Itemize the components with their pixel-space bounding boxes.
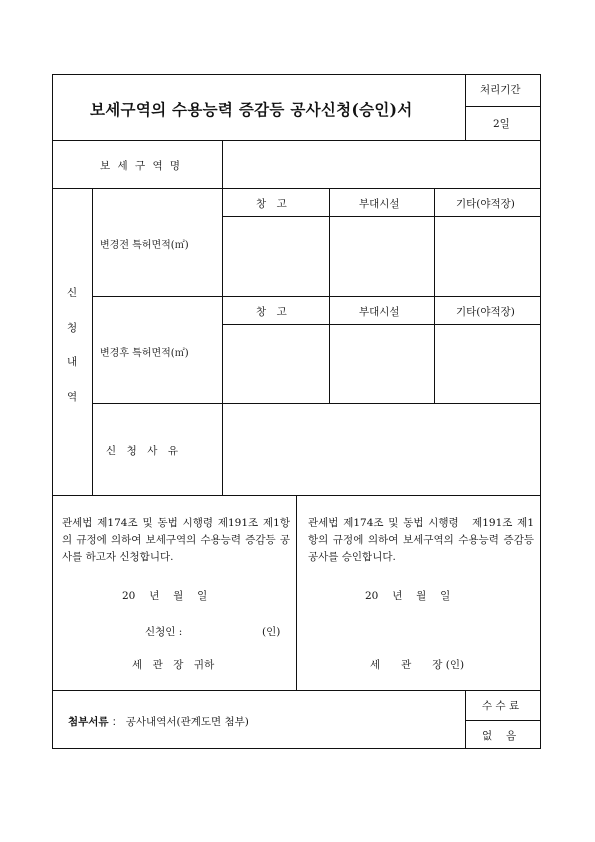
rule-fee-left bbox=[465, 690, 466, 749]
attachments-row bbox=[68, 714, 249, 729]
applicant-seal: (인) bbox=[262, 626, 281, 638]
approval-statement: 관세법 제174조 및 동법 시행령 제191조 제1항의 규정에 의하여 보세구역의 수용능력 증감등 공사를 승인합니다. bbox=[308, 517, 534, 563]
rule-title-right bbox=[465, 74, 466, 140]
before-area-label: 변경전 특허면적(㎡) bbox=[100, 240, 189, 251]
rule-fee-split bbox=[465, 720, 541, 721]
rule-label-column bbox=[222, 140, 223, 495]
col-warehouse-before: 창 고 bbox=[256, 198, 287, 210]
details-char-1: 신 bbox=[67, 287, 78, 299]
approval-signer: 세 관 장 (인) bbox=[370, 659, 465, 671]
col-warehouse-after: 창 고 bbox=[256, 306, 287, 318]
rule-signature-split bbox=[296, 495, 297, 690]
rule-title-bottom bbox=[52, 140, 541, 141]
attachments-value: ： 공사내역서(관계도면 첨부) bbox=[111, 716, 249, 728]
processing-period-value: 2일 bbox=[493, 118, 510, 130]
reason-label: 신 청 사 유 bbox=[106, 445, 179, 457]
attachments-label: 첨부서류 bbox=[68, 716, 109, 728]
after-facility-field[interactable] bbox=[331, 326, 432, 401]
rule-before-header bbox=[222, 216, 541, 217]
details-char-4: 역 bbox=[67, 391, 78, 403]
bonded-area-name-field[interactable] bbox=[226, 150, 536, 182]
rule-after-header bbox=[222, 324, 541, 325]
after-other-field[interactable] bbox=[436, 326, 539, 401]
col-facility-after: 부대시설 bbox=[359, 306, 400, 318]
reason-field[interactable] bbox=[224, 405, 539, 493]
processing-period-label: 처리기간 bbox=[480, 84, 521, 96]
col-other-before: 기타(야적장) bbox=[456, 198, 515, 210]
fee-value: 없 음 bbox=[482, 730, 517, 742]
before-other-field[interactable] bbox=[436, 218, 539, 294]
col-other-after: 기타(야적장) bbox=[456, 306, 515, 318]
rule-col-3 bbox=[434, 188, 435, 403]
approval-date: 20 년 월 일 bbox=[365, 590, 451, 602]
applicant-name-label: 신청인 : bbox=[145, 626, 183, 638]
before-warehouse-field[interactable] bbox=[224, 218, 327, 294]
after-area-label: 변경후 특허면적(㎡) bbox=[100, 348, 189, 359]
rule-signature-bottom bbox=[52, 690, 541, 691]
rule-after-bottom bbox=[92, 403, 541, 404]
details-char-3: 내 bbox=[67, 356, 78, 368]
fee-label: 수 수 료 bbox=[482, 700, 520, 712]
rule-col-2 bbox=[329, 188, 330, 403]
applicant-name-field[interactable] bbox=[190, 620, 258, 638]
rule-details-left bbox=[92, 188, 93, 495]
rule-bonded-bottom bbox=[52, 188, 541, 189]
applicant-date: 20 년 월 일 bbox=[122, 590, 208, 602]
applicant-statement: 관세법 제174조 및 동법 시행령 제191조 제1항의 규정에 의하여 보세구역의 수용능력 증감등 공사를 하고자 신청합니다. bbox=[62, 517, 290, 563]
form-title: 보세구역의 수용능력 증감등 공사신청(승인)서 bbox=[90, 100, 413, 119]
after-warehouse-field[interactable] bbox=[224, 326, 327, 401]
bonded-area-name-label: 보 세 구 역 명 bbox=[100, 160, 183, 172]
details-char-2: 청 bbox=[67, 322, 78, 334]
before-facility-field[interactable] bbox=[331, 218, 432, 294]
applicant-recipient: 세 관 장 귀하 bbox=[132, 659, 215, 671]
rule-before-bottom bbox=[92, 296, 541, 297]
rule-processing-split bbox=[465, 106, 541, 107]
col-facility-before: 부대시설 bbox=[359, 198, 400, 210]
